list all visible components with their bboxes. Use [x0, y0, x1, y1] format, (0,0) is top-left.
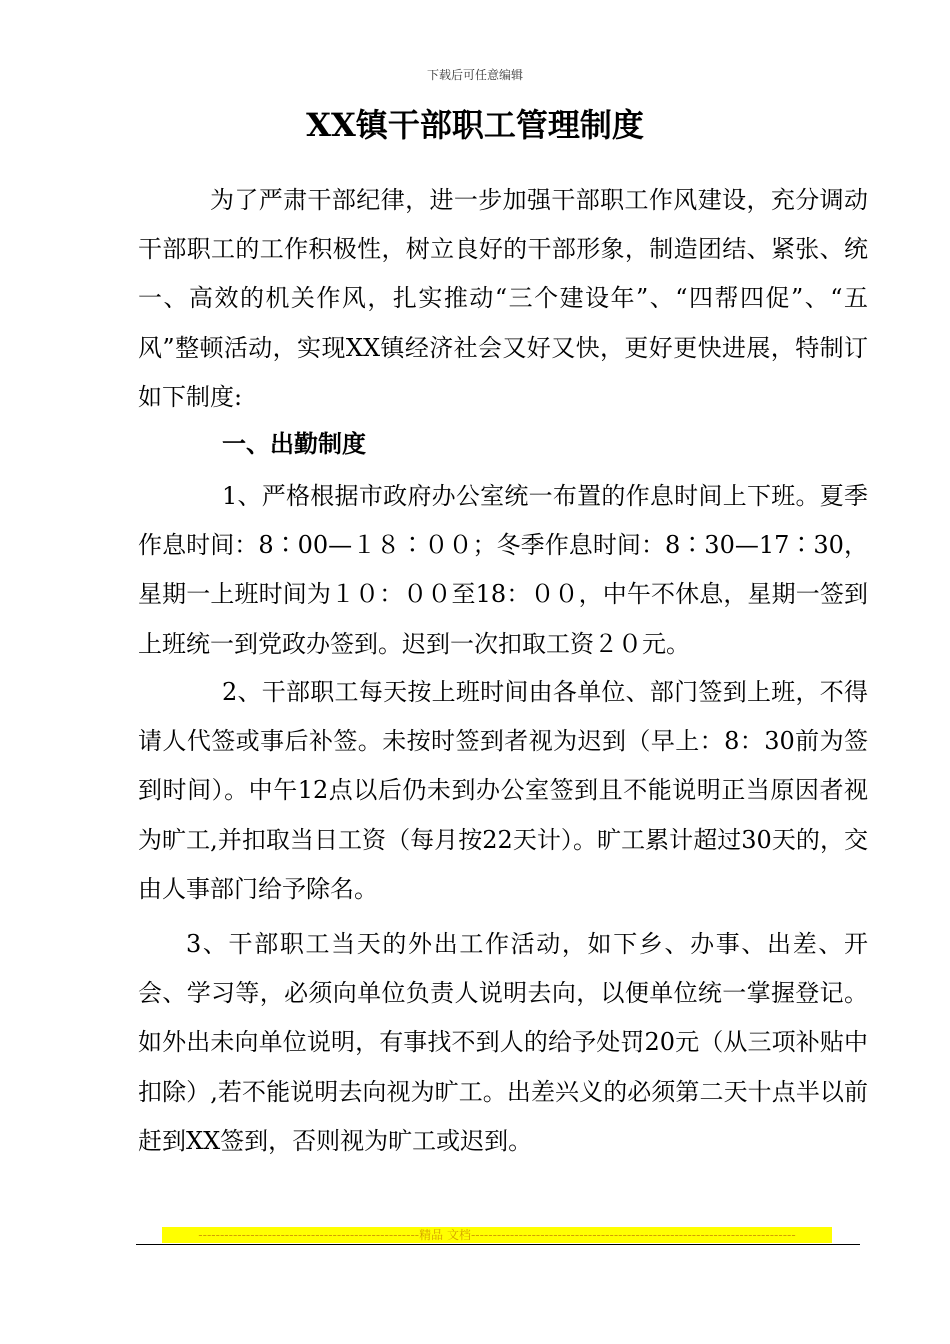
intro-paragraph: 为了严肃干部纪律，进一步加强干部职工作风建设，充分调动干部职工的工作积极性，树立良好的干部形象，制造团结、紧张、统一、高效的机关作风，扎实推动“三个建设年”、“四帮四促”、“五风”整顿活动，实现XX镇经济社会又好又快，更好更快进展，特制订如下制度:: [138, 186, 868, 411]
rule-item-2: 2、干部职工每天按上班时间由各单位、部门签到上班，不得请人代签或事后补签。未按时签到者视为迟到（早上：8：30前为签到时间）。中午12点以后仍未到办公室签到且不能说明正当原因者视为旷工,并扣取当日工资（每月按22天计）。旷工累计超过30天的，交由人事部门给予除名。: [138, 678, 868, 903]
document-title: XX镇干部职工管理制度: [306, 106, 644, 144]
rule-item-3: 3、干部职工当天的外出工作活动，如下乡、办事、出差、开会、学习等，必须向单位负责人说明去向，以便单位统一掌握登记。如外出未向单位说明，有事找不到人的给予处罚20元（从三项补贴中扣除）,若不能说明去向视为旷工。出差兴义的必须第二天十点半以前赶到XX签到，否则视为旷工或迟到。: [138, 930, 868, 1155]
header-note: 下载后可任意编辑: [426, 68, 523, 82]
section-heading-attendance: 一、出勤制度: [222, 430, 366, 458]
footer-banner: ---------------------------------------------------精品 文档---------------------------------------------------------------------------: [162, 1227, 832, 1243]
footer-divider: [136, 1244, 860, 1245]
rule-item-1: 1、严格根据市政府办公室统一布置的作息时间上下班。夏季作息时间：8∶00—１８∶００；冬季作息时间：8∶30—17∶30，星期一上班时间为１０：００至18：００，中午不休息，星期一签到上班统一到党政办签到。迟到一次扣取工资２０元。: [138, 482, 868, 658]
